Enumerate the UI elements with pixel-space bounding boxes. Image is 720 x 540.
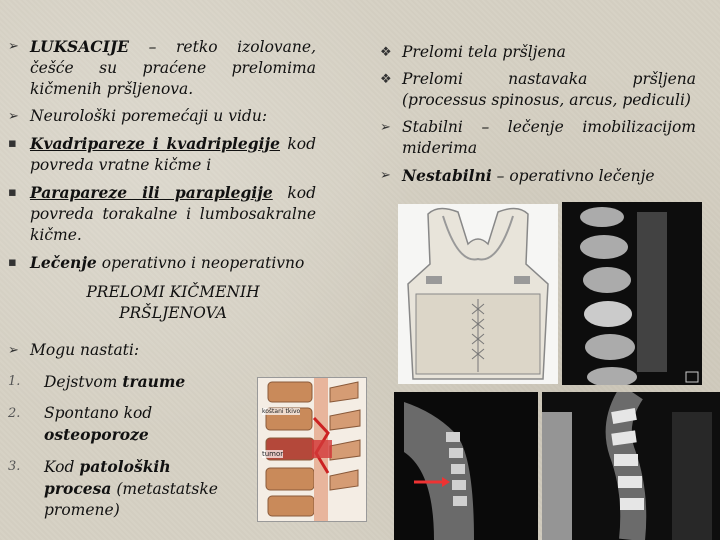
heading-line-1: PRELOMI KIČMENIH (86, 283, 260, 301)
term-lecenje: Lečenje (30, 253, 97, 272)
stabilni-text: Stabilni – lečenje imobilizacijom miderima (402, 118, 696, 157)
list-item-nestabilni (380, 165, 696, 187)
list-item-lecenje (8, 252, 316, 274)
neuroloski-text: Neurološki poremećaji u vidu: (30, 107, 268, 125)
spine-illustration (257, 377, 367, 522)
term-parapareze: Parapareze ili paraplegije (30, 183, 273, 202)
item-1-prefix: Dejstvom (44, 373, 123, 391)
square-bullet-icon: ▪ (8, 255, 17, 270)
arrow-bullet-icon: ➢ (380, 120, 391, 135)
list-item-luksacije (8, 36, 316, 100)
arrow-bullet-icon: ➢ (380, 168, 391, 183)
term-traume: traume (122, 372, 186, 391)
lecenje-description: operativno i neoperativno (96, 254, 305, 272)
illustration-label: koštani tkivo (262, 408, 301, 415)
section-heading (30, 282, 316, 324)
kvadripareze-description: kod povreda vratne kičme i (30, 135, 317, 174)
diamond-bullet-icon: ❖ (380, 72, 392, 87)
diamond-bullet-icon: ❖ (380, 45, 392, 60)
cervical-xray-3 (542, 392, 720, 540)
list-item-prelomi-tela (380, 42, 696, 63)
list-item-parapareze (8, 182, 316, 246)
prelomi-tela-text: Prelomi tela pršljena (402, 43, 566, 61)
list-number: 2. (8, 406, 21, 421)
list-number: 3. (8, 459, 21, 474)
luksacije-description: – retko izolovane, češće su praćene prelomima kičmenih pršljenova. (30, 38, 316, 98)
list-item-prelomi-nastavaka (380, 69, 696, 111)
arrow-bullet-icon: ➢ (8, 109, 19, 124)
square-bullet-icon: ▪ (8, 185, 17, 200)
spine-xray-1 (562, 202, 702, 385)
item-3-prefix: Kod (44, 458, 80, 476)
numbered-item-1 (8, 371, 228, 393)
arrow-bullet-icon: ➢ (8, 39, 19, 54)
square-bullet-icon: ▪ (8, 136, 17, 151)
arrow-bullet-icon: ➢ (8, 343, 19, 358)
item-2-prefix: Spontano kod (44, 404, 153, 422)
numbered-item-3 (8, 456, 233, 521)
cervical-xray-2 (394, 392, 538, 540)
numbered-item-2 (8, 403, 258, 446)
nestabilni-description: – operativno lečenje (491, 167, 655, 185)
brace-photo (398, 204, 558, 384)
item-3-suffix: (metastatske promene) (44, 480, 218, 519)
parapareze-description: kod povreda torakalne i lumbosakralne kičme. (30, 184, 316, 244)
mogu-nastati-text: Mogu nastati: (30, 341, 140, 359)
term-kvadripareze: Kvadripareze i kvadriplegije (30, 134, 280, 153)
list-item-stabilni (380, 117, 696, 159)
prelomi-nastavaka-text: Prelomi nastavaka pršljena (processus spinosus, arcus, pediculi) (402, 70, 696, 109)
list-number: 1. (8, 374, 21, 389)
heading-line-2: PRŠLJENOVA (119, 304, 227, 322)
list-item-mogu-nastati (8, 340, 316, 361)
list-item-neuroloski (8, 106, 316, 127)
right-column (380, 42, 696, 193)
term-patoloskih: patoloških procesa (44, 457, 171, 498)
term-osteoporoze: osteoporoze (44, 425, 149, 444)
list-item-kvadripareze (8, 133, 316, 176)
term-luksacije: LUKSACIJE (30, 37, 129, 56)
term-nestabilni: Nestabilni (402, 166, 492, 185)
illustration-tumor-label: tumor (262, 450, 284, 458)
